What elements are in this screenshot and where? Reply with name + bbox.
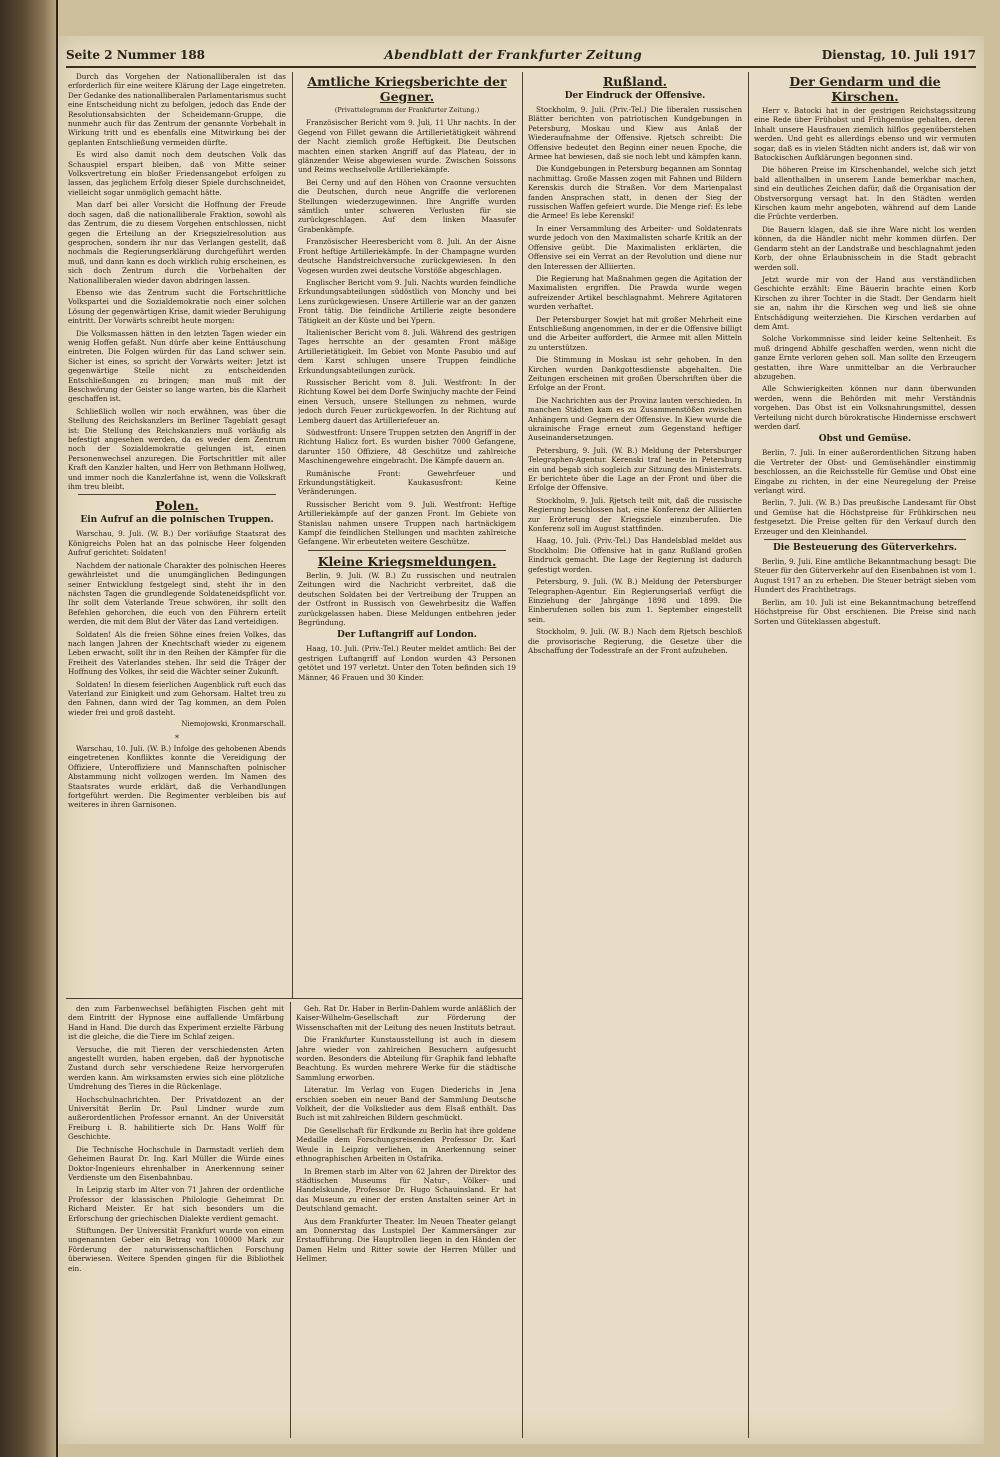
article-paragraph: Es wird also damit noch dem deutschen Volk das Schauspiel erspart bleiben, daß von Mitte seiner Volksvertretung ein bloßer Friedensangebot erfolgen zu lassen, das jeglichem Erfolg dieser Spiele durchschneidet, vielleicht sogar unmöglich gemacht hätte. [68, 150, 286, 197]
article-paragraph: Petersburg, 9. Juli. (W. B.) Meldung der Petersburger Telegraphen-Agentur. Ein Regierungserlaß verfügt die Einziehung der Jahrgänge 1898 und 1899. Die Einberufenen sollen bis zum 1. September eingestellt sein. [528, 577, 742, 624]
article-paragraph: Soldaten! In diesem feierlichen Augenblick ruft euch das Vaterland zur Einigkeit und zum Gehorsam. Haltet treu zu den Fahnen, dann wird der Tag kommen, an dem Polen wieder frei und groß dasteht. [68, 679, 286, 717]
article-paragraph: Stockholm, 9. Juli. Rjetsch teilt mit, daß die russische Regierung beschlossen hat, eine Konferenz der Alliierten zur Erörterung der Kriegsziele einzuberufen. Die Konferenz soll im August stattfinden. [528, 495, 742, 534]
article-paragraph: Die Bauern klagen, daß sie ihre Ware nicht los werden können, da die Händler nicht mehr kommen dürfen. Der Gendarm steht an der Landstraße und beschlagnahmt jeden Korb, der ohne Erlaubnisschein in die Stadt gebracht werden soll. [754, 224, 976, 272]
divider-star: * [175, 733, 179, 743]
subhead-gueterverkehr: Die Besteuerung des Güterverkehrs. [772, 543, 958, 554]
subhead-luftangriff: Der Luftangriff auf London. [337, 630, 477, 641]
article-paragraph: Berlin, 9. Juli. (W. B.) Zu russischen und neutralen Zeitungen wird die Nachricht verbreitet, daß die deutschen Soldaten bei der Vertreibung der Truppen an der Ostfront in Russisch von Gewehrbesitz die Waffen zurückgelassen haben. Diese Meldungen entbehren jeder Begründung. [298, 570, 516, 627]
book-binding [0, 0, 58, 1457]
byline: (Privattelegramm der Frankfurter Zeitung.) [334, 106, 480, 114]
column-1 [68, 72, 286, 992]
article-paragraph: Haag, 10. Juli. (Priv.-Tel.) Das Handelsblad meldet aus Stockholm: Die Offensive hat in ganz Rußland großen Eindruck gemacht. Die Lage der Regierung ist dadurch gefestigt worden. [528, 536, 742, 574]
article-paragraph: Die Kundgebungen in Petersburg begannen am Sonntag nachmittag. Große Massen zogen mit Fahnen und Bildern Kerenskis durch die Straßen. Vor dem Marienpalast fanden Ansprachen statt, in denen der Sieg der russischen Waffen gefeiert wurde. Die Menge rief: Es lebe die Armee! Es lebe Kerenski! [528, 164, 742, 221]
article-paragraph: Berlin, 9. Juli. Eine amtliche Bekanntmachung besagt: Die Steuer für den Güterverkehr auf den Eisenbahnen ist vom 1. August 1917 an zu erheben. Die Steuer beträgt sieben vom Hundert des Frachtbetrags. [754, 557, 976, 595]
article-paragraph: Versuche, die mit Tieren der verschiedensten Arten angestellt wurden, haben ergeben, daß der hypnotische Zustand durch sehr verschiedene Reize hervorgerufen werden kann. Am wirksamsten erwies sich eine plötzliche Umdrehung des Tieres in die Rückenlage. [68, 1044, 284, 1092]
feuilleton-column-1 [68, 1004, 284, 1438]
article-paragraph: Warschau, 9. Juli. (W. B.) Der vorläufige Staatsrat des Königreichs Polen hat an das polnische Heer folgenden Aufruf gerichtet: Soldaten! [68, 529, 286, 558]
subhead-offensive: Der Eindruck der Offensive. [564, 91, 706, 101]
section-rule [66, 998, 522, 999]
signature: Niemojowski, Kronmarschall. [181, 720, 286, 729]
column-rule [522, 72, 523, 1438]
feuilleton-column-2 [296, 1004, 516, 1438]
article-paragraph: Die Regierung hat Maßnahmen gegen die Agitation der Maximalisten ergriffen. Die Prawda wurde wegen aufreizender Artikel beschlagnahmt. Mehrere Agitatoren wurden verhaftet. [528, 273, 742, 312]
article-paragraph: Der Petersburger Sowjet hat mit großer Mehrheit eine Entschließung angenommen, in der er die Offensive billigt und die Arbeiter auffordert, die Armee mit allen Mitteln zu unterstützen. [528, 314, 742, 352]
article-paragraph: Ebenso wie das Zentrum sucht die Fortschrittliche Volkspartei und die Sozialdemokratie noch einer solchen Lösung der gegenwärtigen Krise, damit wieder Beruhigung eintritt. Der Vorwärts schreibt heute morgen: [68, 287, 286, 326]
article-paragraph: Stockholm, 9. Juli. (W. B.) Nach dem Rjetsch beschloß die provisorische Regierung, die Gesetze über die Abschaffung der Todesstrafe an der Front aufzuheben. [528, 627, 742, 655]
headline-gendarm: Der Gendarm und die Kirschen. [789, 74, 941, 104]
article-paragraph: Petersburg, 9. Juli. (W. B.) Meldung der Petersburger Telegraphen-Agentur. Kerenski traf heute in Petersburg ein und begab sich sogleich zur Sitzung des Ministerrats. Er berichtete über die Lage an der Front und über die Erfolge der Offensive. [528, 445, 742, 493]
article-paragraph: Nachdem der nationale Charakter des polnischen Heeres gewährleistet und die unumgänglichen Bedingungen seiner Entwicklung festgelegt sind, steht ihr in den nächsten Tagen die grundlegende Soldateneidspflicht vor. Ihr sollt dem Vaterlande Treue schwören, ihr sollt den Befehlen gehorchen, die euch von den Führern erteilt werden, die mit dem Blut der Väter das Land verteidigen. [68, 560, 286, 627]
article-paragraph: Schließlich wollen wir noch erwähnen, was über die Stellung des Reichskanzlers im Berliner Tageblatt gesagt ist: Die Stellung des Reichskanzlers muß vorläufig als befestigt angesehen werden, da es weder dem Zentrum noch der Sozialdemokratie gelungen ist, einen Personenwechsel anzuregen. Die Fortschrittler mit aller Kraft den Kanzler halten, und Herr von Bethmann Hollweg, und immer noch die Kanzlerfahne ist, wenn die Volkskraft ihm treu bleibt. [68, 406, 286, 492]
page-header [66, 44, 976, 68]
headline-kleine-kriegsmeldungen: Kleine Kriegsmeldungen. [317, 553, 497, 569]
article-paragraph: Die Frankfurter Kunstausstellung ist auch in diesem Jahre wieder von zahlreichen Besuchern aufgesucht worden. Besonders die Abteilung für Graphik fand lebhafte Beachtung. Es wurden mehrere Werke für die städtische Sammlung erworben. [296, 1035, 516, 1082]
column-3 [528, 72, 742, 1438]
article-paragraph: Durch das Vorgehen der Nationalliberalen ist das erforderlich für eine weitere Klärung der Lage eingetreten. Der Gedanke des nationalliberalen Parlamentarismus sucht eine Entscheidung nicht zu befolgen, jedoch das Ende der Resolutionsabsichten der Scheidemann-Gruppe, die nunmehr auch für das Zentrum der genannte Vorbehalt in Wirkung tritt und es ebenfalls eine Mitwirkung bei der geplanten Entschließung vermeiden dürfte. [68, 72, 286, 147]
article-paragraph: In einer Versammlung des Arbeiter- und Soldatenrats wurde jedoch von den Maximalisten scharfe Kritik an der Offensive geübt. Die Maximalisten erklärten, die Offensive sei ein Verrat an der Revolution und diene nur den Interessen der Alliierten. [528, 223, 742, 271]
column-rule [748, 72, 749, 1438]
headline-russland: Rußland. [602, 74, 667, 89]
article-paragraph: Herr v. Batocki hat in der gestrigen Reichstagssitzung eine Rede über Frühobst und Frühgemüse gehalten, deren Inhalt unsere Hausfrauen ziemlich hilflos gegenüberstehen werden. Und geht es allerdings ebenso und wir vermuten sogar, daß es in vielen Städten nicht anders ist, daß wir von Batockischen Aufklärungen begonnen sind. [754, 106, 976, 163]
divider [78, 494, 276, 495]
article-paragraph: Südwestfront: Unsere Truppen setzten den Angriff in der Richtung Halicz fort. Es wurden bisher 7000 Gefangene, darunter 150 Offiziere, 48 Geschütze und zahlreiche Maschinengewehre eingebracht. Die Kämpfe dauern an. [298, 428, 516, 466]
article-paragraph: Berlin, 7. Juli. (W. B.) Das preußische Landesamt für Obst und Gemüse hat die Höchstpreise für Frühkirschen neu festgesetzt. Die Preise gelten für den Verkauf durch den Erzeuger und den Kleinhandel. [754, 498, 976, 536]
article-paragraph: Solche Vorkommnisse sind leider keine Seltenheit. Es muß dringend Abhilfe geschaffen werden, wenn nicht die ganze Ernte verloren gehen soll. Man sollte den Erzeugern gestatten, ihre Ware unmittelbar an die Verbraucher abzugeben. [754, 334, 976, 381]
article-paragraph: Die Stimmung in Moskau ist sehr gehoben. In den Kirchen wurden Dankgottesdienste abgehalten. Die Zeitungen erscheinen mit großen Überschriften über die Erfolge an der Front. [528, 355, 742, 393]
article-paragraph: Berlin, am 10. Juli ist eine Bekanntmachung betreffend Höchstpreise für Obst erschienen. Die Preise sind nach Sorten und Güteklassen abgestuft. [754, 597, 976, 626]
article-paragraph: Italienischer Bericht vom 8. Juli. Während des gestrigen Tages herrschte an der gesamten Front mäßige Artillerietätigkeit. Im Gebiet von Monte Pasubio und auf dem Karst schlugen unsere Truppen feindliche Erkundungsabteilungen zurück. [298, 327, 516, 375]
divider [308, 550, 506, 551]
column-4 [754, 72, 976, 1438]
article-paragraph: Die Gesellschaft für Erdkunde zu Berlin hat ihre goldene Medaille dem Forschungsreisenden Professor Dr. Karl Weule in Leipzig verliehen, in Anerkennung seiner ethnographischen Arbeiten in Ostafrika. [296, 1125, 516, 1164]
article-paragraph: Aus dem Frankfurter Theater. Im Neuen Theater gelangt am Donnerstag das Lustspiel Der Kammersänger zur Erstaufführung. Die Hauptrollen liegen in den Händen der Damen Helm und Ritter sowie der Herren Müller und Hellmer. [296, 1216, 516, 1264]
article-paragraph: Soldaten! Als die freien Söhne eines freien Volkes, das nach langen Jahren der Knechtschaft wieder zu eigenem Leben erwacht, sollt ihr in den Reihen der Kämpfer für die Freiheit des Vaterlandes stehen. Ihr seid die Träger der Hoffnung des Volkes, ihr seid die Wächter seiner Zukunft. [68, 629, 286, 677]
article-paragraph: Die Nachrichten aus der Provinz lauten verschieden. In manchen Städten kam es zu Zusammenstößen zwischen Anhängern und Gegnern der Offensive. In Kiew wurde die ukrainische Frage erneut zum Gegenstand heftiger Auseinandersetzungen. [528, 395, 742, 443]
subhead-obst-gemuese: Obst und Gemüse. [818, 434, 912, 445]
divider [764, 539, 966, 540]
article-paragraph: Hochschulnachrichten. Der Privatdozent an der Universität Berlin Dr. Paul Lindner wurde zum außerordentlichen Professor ernannt. An der Universität Freiburg i. B. habilitierte sich Dr. Hans Wolff für Geschichte. [68, 1094, 284, 1142]
article-paragraph: den zum Farbenwechsel befähigten Fischen geht mit dem Eintritt der Hypnose eine auffallende Umfärbung Hand in Hand. Die durch das Experiment erzielte Färbung ist die gleiche, die die Tiere im Schlaf zeigen. [68, 1004, 284, 1042]
header-date: Dienstag, 10. Juli 1917 [821, 48, 976, 62]
article-paragraph: In Leipzig starb im Alter von 71 Jahren der ordentliche Professor der klassischen Philologie Geheimrat Dr. Richard Meister. Er hat sich besonders um die Erforschung der griechischen Dialekte verdient gemacht. [68, 1185, 284, 1223]
article-paragraph: Warschau, 10. Juli. (W. B.) Infolge des gehobenen Abends eingetretenen Konfliktes konnte die Vereidigung der Offiziere, Unteroffiziere und Mannschaften polnischer Abstammung nicht vollzogen werden. Im Namen des Staatsrates wurde erklärt, daß die Verhandlungen fortgeführt werden. Die Regimenter verbleiben bis auf weiteres in ihren Garnisonen. [68, 744, 286, 810]
headline-polen: Polen. [155, 498, 199, 514]
column-2 [298, 72, 516, 992]
subhead-aufruf: Ein Aufruf an die polnischen Truppen. [80, 515, 274, 526]
article-paragraph: Französischer Heeresbericht vom 8. Juli. An der Aisne Front heftige Artilleriekämpfe. In der Champagne wurden deutsche Handstreichversuche zurückgewiesen. In den Vogesen wurden zwei deutsche Vorstöße abgeschlagen. [298, 237, 516, 275]
newspaper-page [58, 36, 984, 1444]
headline-kriegsberichte: Amtliche Kriegsberichte der Gegner. [307, 74, 507, 104]
article-paragraph: Die Volksmassen hätten in den letzten Tagen wieder ein wenig Hoffen gefaßt. Nun dürfe aber keine Enttäuschung eintreten. Die Folgen würden für das Land schwer sein. Sicher ist eines, so spricht der Vorwärts weiter: Jetzt ist gegenwärtige Stelle nicht zu entscheidenden Entschließungen zu bringen; man muß mit der Beschwörung der Geister so lange warten, bis die Klarheit geschaffen ist. [68, 328, 286, 404]
article-paragraph: Geh. Rat Dr. Haber in Berlin-Dahlem wurde anläßlich der Kaiser-Wilhelm-Gesellschaft zur Förderung der Wissenschaften mit der Leitung des neuen Instituts betraut. [296, 1004, 516, 1032]
article-paragraph: Haag, 10. Juli. (Priv.-Tel.) Reuter meldet amtlich: Bei der gestrigen Luftangriff auf London wurden 43 Personen getötet und 197 verletzt. Unter den Toten befinden sich 19 Männer, 46 Frauen und 30 Kinder. [298, 644, 516, 682]
article-paragraph: Literatur. Im Verlag von Eugen Diederichs in Jena erschien soeben ein neuer Band der Sammlung Deutsche Volkheit, der die Volkslieder aus dem Elsaß enthält. Das Buch ist mit zahlreichen Bildern geschmückt. [296, 1085, 516, 1123]
article-paragraph: Rumänische Front: Gewehrfeuer und Erkundungstätigkeit. Kaukasusfront: Keine Veränderungen. [298, 468, 516, 497]
header-page-number: Seite 2 Nummer 188 [66, 48, 206, 62]
article-paragraph: Russischer Bericht vom 8. Juli. Westfront: In der Richtung Kowel bei dem Dorfe Swinjuchy machte der Feind einen Versuch, unsere Stellungen zu nehmen, wurde jedoch durch Feuer zurückgeworfen. In der Richtung auf Lemberg dauert das Artilleriefeuer an. [298, 377, 516, 425]
article-paragraph: Stockholm, 9. Juli. (Priv.-Tel.) Die liberalen russischen Blätter berichten von patriotischen Kundgebungen in Petersburg, Moskau und Kiew aus Anlaß der Wiederaufnahme der Offensive. Rjetsch schreibt: Die Offensive bedeutet den Beginn einer neuen Epoche, die Armee hat bewiesen, daß sie noch lebt und kämpfen kann. [528, 105, 742, 162]
article-paragraph: Stiftungen. Der Universität Frankfurt wurde von einem ungenannten Geber ein Betrag von 100000 Mark zur Förderung der naturwissenschaftlichen Forschung überwiesen. Weitere Spenden gingen für die Bibliothek ein. [68, 1225, 284, 1273]
column-rule [292, 72, 293, 998]
article-paragraph: Die höheren Preise im Kirschenhandel, welche sich jetzt bald allenthalben in unserem Lande bemerkbar machen, sind ein deutliches Zeichen dafür, daß die Organisation der Obstversorgung versagt hat. In den Städten werden Kirschen kaum mehr angeboten, während auf dem Lande die Früchte verderben. [754, 165, 976, 222]
article-paragraph: Russischer Bericht vom 9. Juli. Westfront: Heftige Artilleriekämpfe auf der ganzen Front. Im Gebiete von Stanislau nahmen unsere Truppen nach hartnäckigem Kampf die feindlichen Stellungen und machten zahlreiche Gefangene. Wir erbeuteten weitere Geschütze. [298, 499, 516, 547]
article-paragraph: Jetzt wurde mir von der Hand aus verständlichen Geschichte erzählt: Eine Bäuerin brachte einen Korb Kirschen zu ihrer Tochter in die Stadt. Der Gendarm hielt sie an, nahm ihr die Kirschen weg und ließ sie ohne Entschädigung weiterziehen. Die Kirschen verdarben auf dem Amt. [754, 274, 976, 331]
article-paragraph: Alle Schwierigkeiten können nur dann überwunden werden, wenn die Behörden mit mehr Verständnis vorgehen. Das Obst ist ein Volksnahrungsmittel, dessen Verteilung nicht durch bürokratische Hindernisse erschwert werden darf. [754, 384, 976, 431]
article-paragraph: Die Technische Hochschule in Darmstadt verlieh dem Geheimen Baurat Dr. Ing. Karl Müller die Würde eines Doktor-Ingenieurs ehrenhalber in Anerkennung seiner Verdienste um den Eisenbahnbau. [68, 1144, 284, 1182]
article-paragraph: In Bremen starb im Alter von 62 Jahren der Direktor des städtischen Museums für Natur-, Völker- und Handelskunde, Professor Dr. Hugo Schauinsland. Er hat das Museum zu einer der ersten Anstalten seiner Art in Deutschland gemacht. [296, 1166, 516, 1214]
article-paragraph: Berlin, 7. Juli. In einer außerordentlichen Sitzung haben die Vertreter der Obst- und Gemüsehändler einstimmig beschlossen, an die Reichsstelle für Gemüse und Obst eine Eingabe zu richten, in der eine Neuregelung der Preise verlangt wird. [754, 448, 976, 496]
header-newspaper-title: Abendblatt der Frankfurter Zeitung [384, 48, 643, 62]
article-paragraph: Englischer Bericht vom 9. Juli. Nachts wurden feindliche Erkundungsabteilungen südöstlich von Monchy und bei Lens zurückgewiesen. Unsere Artillerie war an der ganzen Front tätig. Die feindliche Artillerie zeigte besondere Tätigkeit an der Küste und bei Ypern. [298, 277, 516, 325]
article-paragraph: Französischer Bericht vom 9. Juli, 11 Uhr nachts. In der Gegend von Fillet gewann die Artillerietätigkeit während der Nacht ziemlich große Heftigkeit. Die Deutschen machten einen starken Angriff auf das Plateau, der in glänzender Weise abgewiesen wurde. Zwischen Soissons und Reims wechselvolle Artilleriekämpfe. [298, 118, 516, 175]
article-paragraph: Bei Cerny und auf den Höhen von Craonne versuchten die Deutschen, durch neue Angriffe die verlorenen Stellungen wiederzugewinnen. Ihre Angriffe wurden sämtlich unter schweren Verlusten für sie zurückgeschlagen. Auf dem linken Maasufer Grabenkämpfe. [298, 177, 516, 234]
column-rule [290, 1002, 291, 1438]
article-paragraph: Man darf bei aller Vorsicht die Hoffnung der Freude doch sagen, daß die nationalliberale Fraktion, sowohl als das Zentrum, die zu diesem Vorgehen entschlossen, nicht gegen die Erteilung an der Kriegszielresolution aus gesprochen, sondern ihr nur das Verlangen gestellt, daß nochmals die Regierungserklärung durchgeführt werden muß, und dann kann es doch wirklich ruhig erscheinen, es sich doch Zentrum durch die Vorbehalten der Nationalliberalen wieder davon abdringen lassen. [68, 200, 286, 285]
